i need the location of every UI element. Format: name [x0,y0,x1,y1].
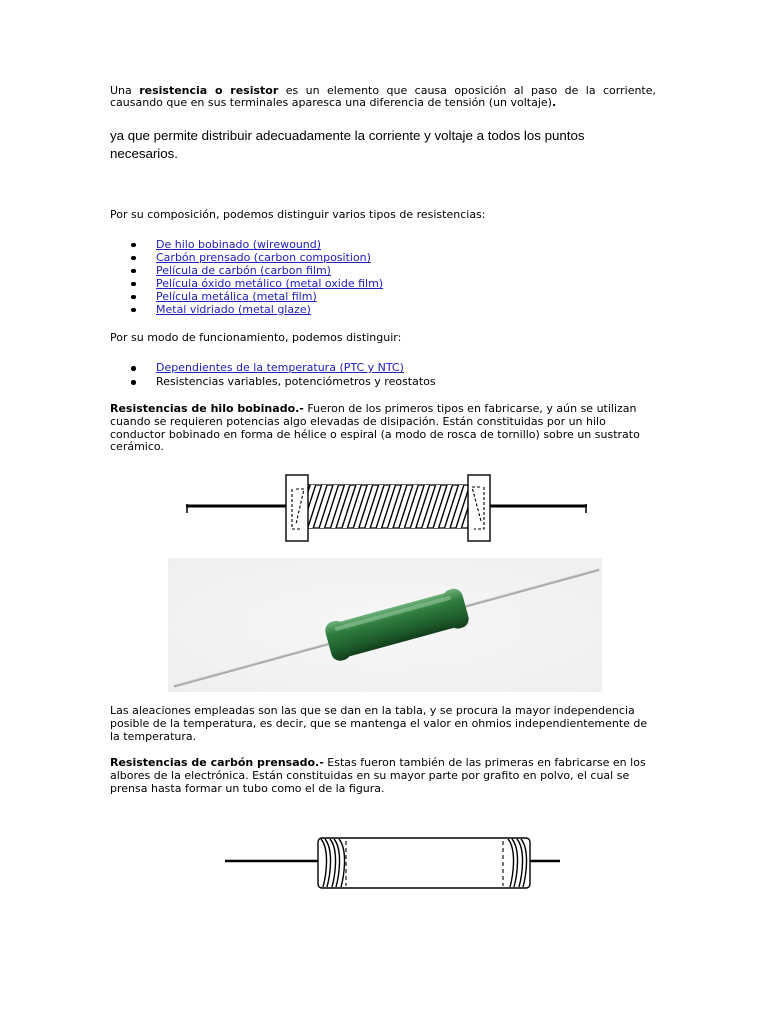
link-carbon-composition[interactable]: Carbón prensado (carbon composition) [156,251,371,264]
link-metal-glaze[interactable]: Metal vidriado (metal glaze) [156,303,311,316]
link-wirewound[interactable]: De hilo bobinado (wirewound) [156,238,322,251]
operation-list [110,361,656,389]
wirewound-text: Fueron de los primeros tipos en fabricarse, y aún se utilizan cuando se requieren potencias algo elevadas de disipación. Están constituidas por un hilo conductor bobinado en forma de hélice o espiral (a modo de rosca de tornillo) sobre un sustrato cerámico. [110,402,640,454]
carbon-composition-resistor-diagram [220,828,565,896]
intro-paragraph [110,85,656,110]
list-item [110,361,656,375]
link-metal-oxide-film[interactable]: Película óxido metálico (metal oxide film) [156,277,384,290]
link-metal-film[interactable]: Película metálica (metal film) [156,290,317,303]
link-carbon-film[interactable]: Película de carbón (carbon film) [156,264,331,277]
operation-heading: Por su modo de funcionamiento, podemos distinguir: [110,331,402,344]
intro-rest: es un elemento que causa oposición al paso de la corriente, causando que en sus terminales aparesca una diferencia de tensión (un voltaje) [110,84,657,110]
carbon-paragraph [110,757,656,795]
wirewound-resistor-diagram [180,466,596,548]
wirewound-paragraph [110,403,656,454]
wirewound-resistor-photo [168,558,602,692]
carbon-tube [318,838,530,888]
list-item [110,251,656,264]
left-end-cap [286,475,308,541]
list-item [110,290,656,303]
list-item [110,375,656,389]
intro-term: resistencia o resistor [139,84,279,97]
link-temperature-dependent[interactable]: Dependientes de la temperatura (PTC y NTC) [156,361,404,374]
intro-period: . [551,96,557,110]
note-paragraph: ya que permite distribuir adecuadamente la corriente y voltaje a todos los puntos necesarios. [110,128,585,161]
list-item [110,264,656,277]
carbon-text: Estas fueron también de las primeras en fabricarse en los albores de la electrónica. Están constituidas en su mayor parte por grafito en polvo, el cual se prensa hasta formar un tubo como el de la figura. [110,756,646,795]
helical-winding [296,484,487,529]
composition-list [110,238,656,316]
list-item [110,303,656,316]
alloys-paragraph: Las aleaciones empleadas son las que se dan en la tabla, y se procura la mayor independencia posible de la temperatura, es decir, que se mantenga el valor en ohmios independientemente de la temperatura. [110,704,648,743]
list-item [110,277,656,290]
list-item [110,238,656,251]
wirewound-title: Resistencias de hilo bobinado.- [110,402,304,415]
right-end-cap [468,475,490,541]
intro-lead: Una [110,84,132,97]
variable-resistors-text: Resistencias variables, potenciómetros y reostatos [156,375,436,388]
carbon-title: Resistencias de carbón prensado.- [110,756,324,769]
composition-heading: Por su composición, podemos distinguir varios tipos de resistencias: [110,208,486,221]
